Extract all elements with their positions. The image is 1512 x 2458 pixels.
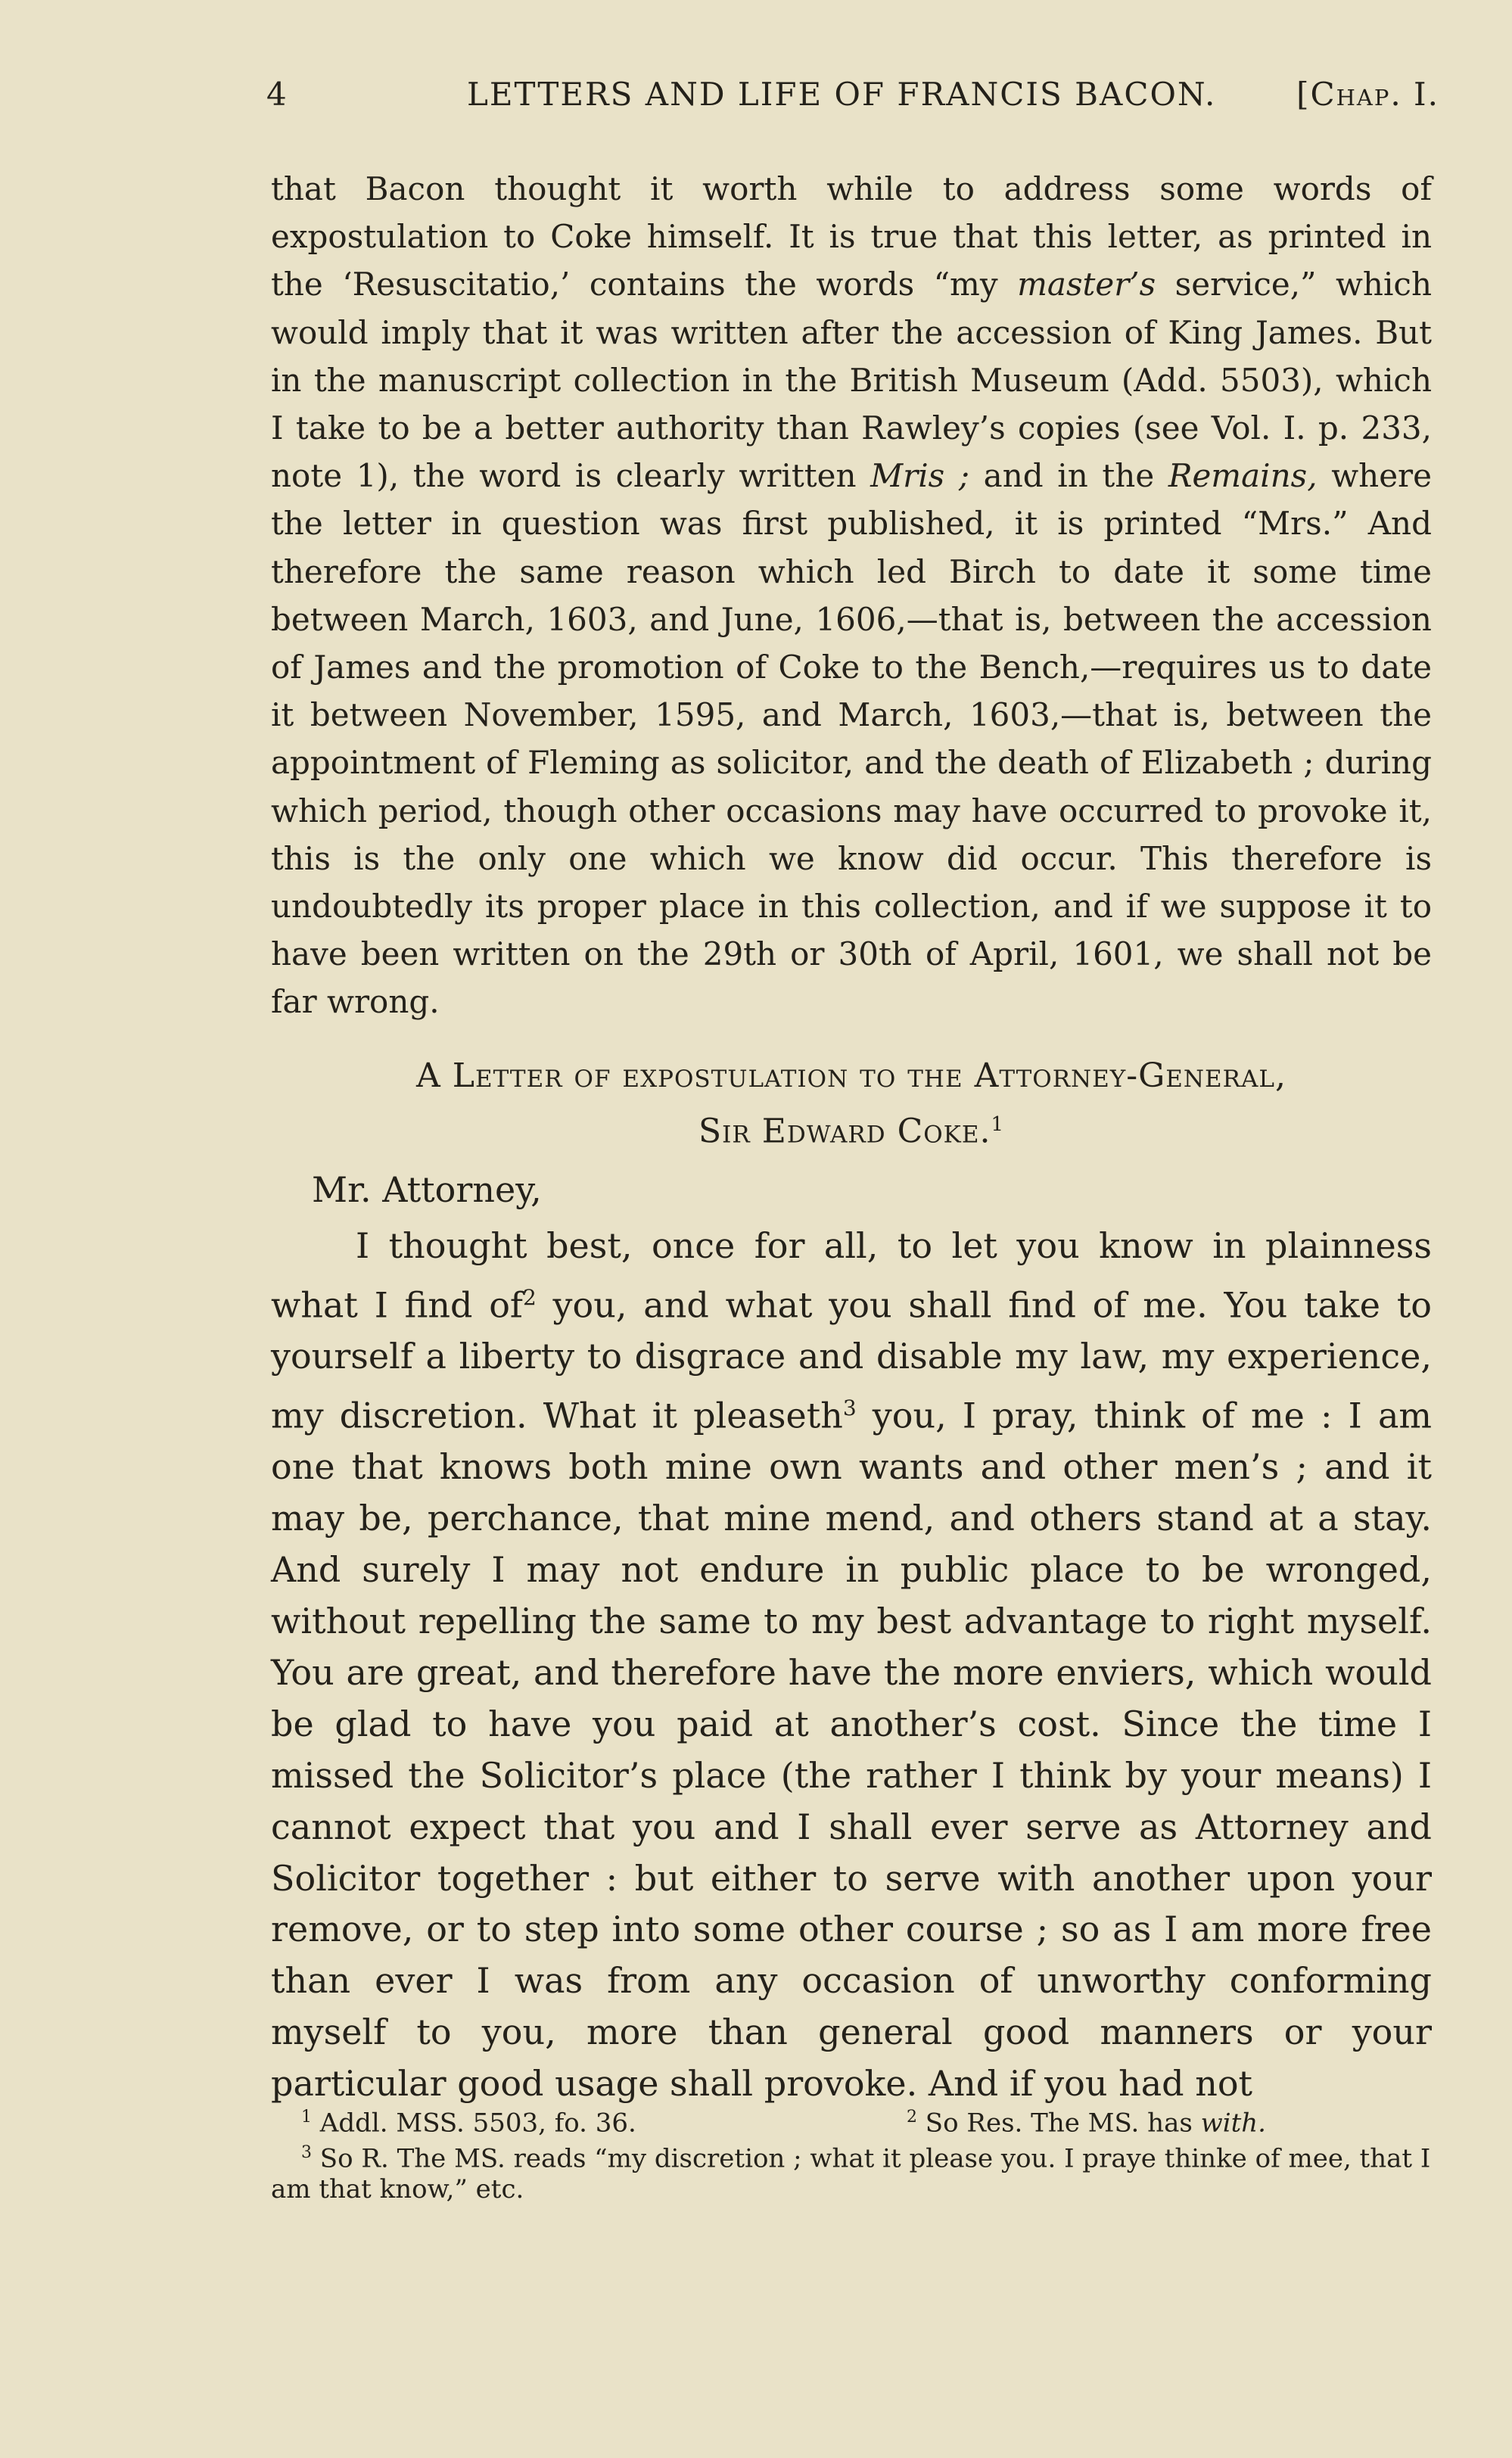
letter-salutation: Mr. Attorney,: [312, 1169, 542, 1210]
footnote-3-text: So R. The MS. reads “my discretion ; what it please you. I praye thinke of mee, that I am that know,” etc.: [271, 2143, 1431, 2204]
footnote-1: [271, 2102, 907, 2138]
footnote-3-mark: 3: [301, 2143, 312, 2163]
footnote-1-mark: 1: [301, 2108, 312, 2127]
letter-text-3: you, I pray, think of me : I am one that knows both mine own wants and other men’s ; and it may be, perchance, that mine mend, and others stand at a stay. And surely I may not endure in public place to be wronged, without repelling the same to my best advantage to right myself. You are great, and therefore have the more enviers, which would be glad to have you paid at another’s cost. Since the time I missed the Solicitor’s place (the rather I think by your means) I cannot expect that you and I shall ever serve as Attorney and Solicitor together : but either to serve with another upon your remove, or to step into some other course ; so as I am more free than ever I was from any occasion of unworthy conforming myself to you, more than general good manners or your particular good usage shall provoke. And if you had not: [271, 1395, 1432, 2105]
footnotes: [271, 2102, 1432, 2204]
footnote-row-1-2: [271, 2102, 1432, 2138]
footnote-1-text: Addl. MSS. 5503, fo. 36.: [312, 2108, 636, 2139]
page-number: 4: [266, 76, 288, 113]
heading-line-2: Sir Edward Coke.: [698, 1112, 991, 1151]
heading-footnote-ref: 1: [991, 1113, 1004, 1136]
chapter-label: [Chap. I.: [1296, 76, 1439, 113]
footnote-2-emphasis: with.: [1200, 2108, 1266, 2139]
intro-emphasis-remains: Remains,: [1168, 457, 1318, 495]
intro-text-4: where the letter in question was first published, it is printed “Mrs.” And therefore the same reason which led Birch to date it some time between March, 1603, and June, 1606,—that is, between the accession of James and the promotion of Coke to the Bench,—requires us to date it between November, 1595, and March, 1603,—that is, between the appointment of Fleming as solicitor, and the death of Elizabeth ; during which period, though other occasions may have occurred to provoke it, this is the only one which we know did occur. This therefore is undoubtedly its proper place in this collection, and if we suppose it to have been written on the 29th or 30th of April, 1601, we shall not be far wrong.: [271, 457, 1432, 1021]
intro-text-1: that Bacon thought it worth while to address some words of expostulation to Coke himself. It is true that this letter, as printed in the ‘Resuscitatio,’ contains the words “my: [271, 170, 1432, 303]
footnote-ref-3: 3: [842, 1395, 857, 1421]
intro-emphasis-mris: Mris ;: [870, 457, 970, 495]
intro-paragraph: [271, 165, 1432, 1026]
intro-emphasis-master: master’s: [1017, 266, 1156, 303]
footnote-ref-2: 2: [522, 1284, 537, 1310]
intro-text-2: service,” which would imply that it was written after the accession of King James. But in the manuscript collection in the British Museum (Add. 5503), which I take to be a better authority than Rawley’s copies (see Vol. I. p. 233, note 1), the word is clearly written: [271, 266, 1432, 495]
letter-text-2: you, and what you shall find of me. You take to yourself a liberty to disgrace and disable my law, my experience, my discretion. What it pleaseth: [271, 1284, 1433, 1436]
letter-text-1: I thought best, once for all, to let you know in plainness what I find of: [271, 1225, 1432, 1326]
intro-text-3: and in the: [969, 457, 1168, 495]
letter-indent: [271, 1225, 356, 1266]
running-header: [266, 76, 1439, 121]
footnote-3: [271, 2138, 1432, 2204]
heading-line-1: A Letter of expostulation to the Attorney-General,: [416, 1056, 1286, 1095]
heading-line-2-wrap: [271, 1100, 1432, 1156]
footnote-2-mark: 2: [907, 2108, 917, 2127]
letter-body: [271, 1221, 1432, 2110]
footnote-2-text: So Res. The MS. has: [917, 2108, 1201, 2139]
letter-heading: [271, 1052, 1432, 1156]
footnote-2: [907, 2102, 1266, 2138]
running-title: LETTERS AND LIFE OF FRANCIS BACON.: [467, 76, 1217, 113]
